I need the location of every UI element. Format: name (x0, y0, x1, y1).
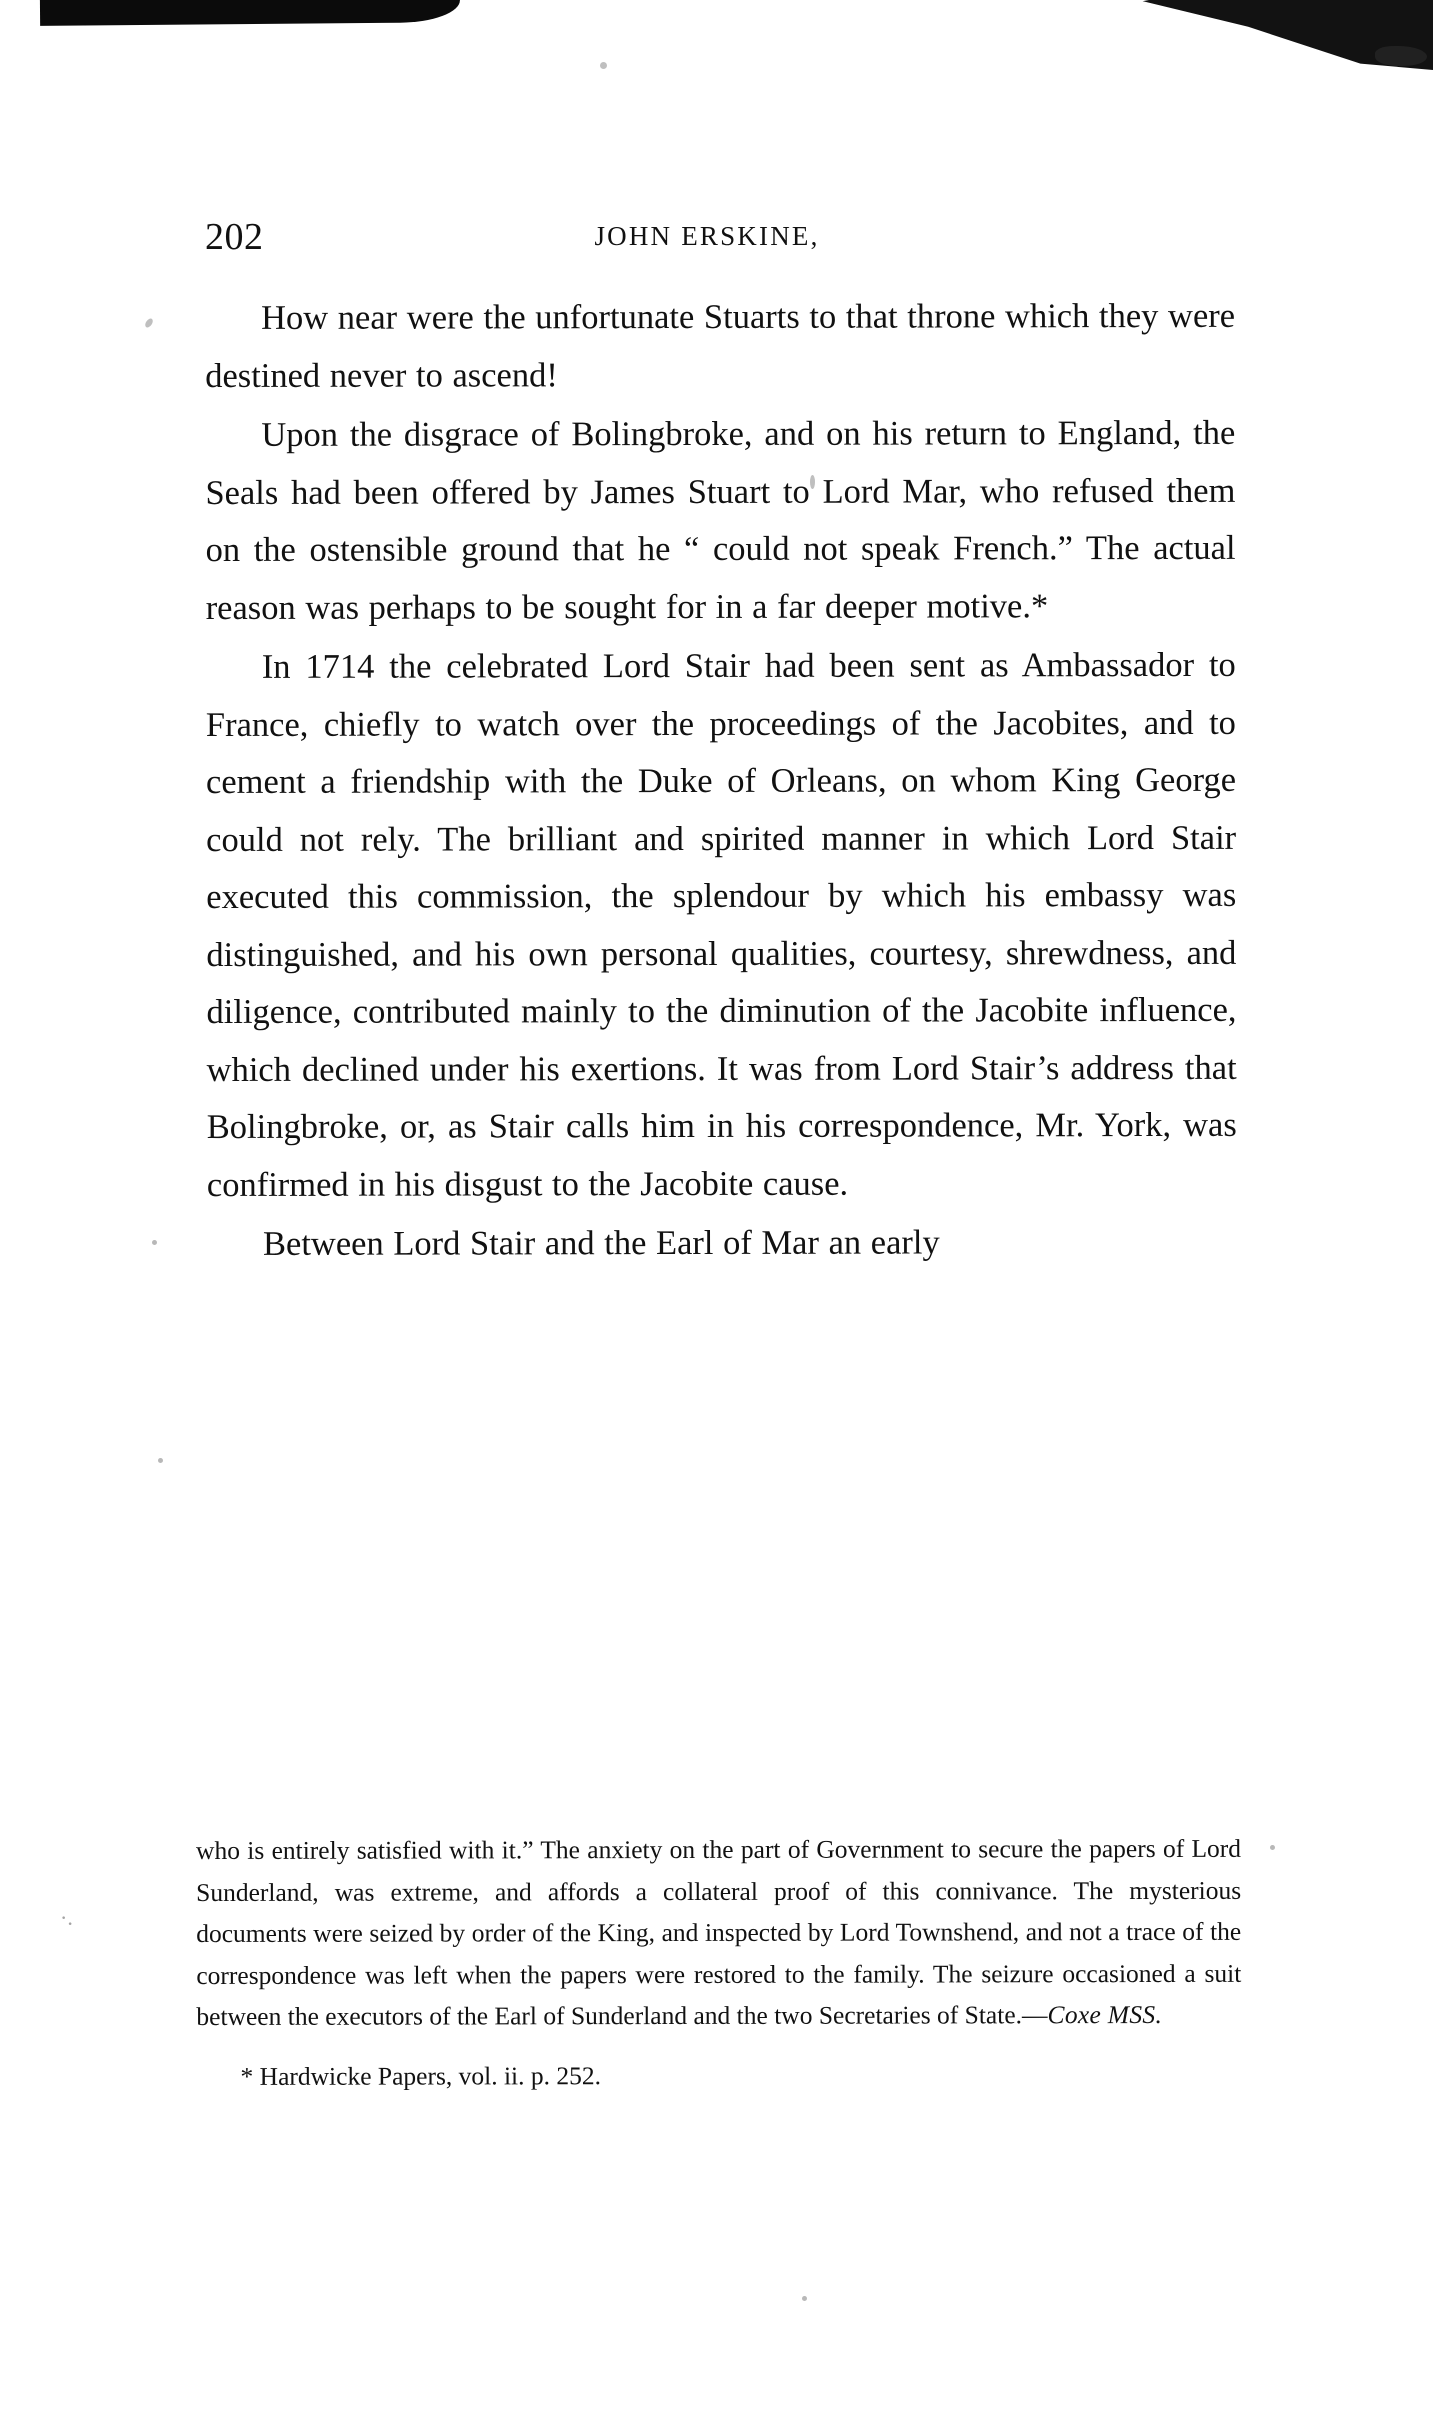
page-number: 202 (205, 216, 264, 258)
footnote-area (196, 1828, 1242, 2097)
footnote-continued (196, 1828, 1241, 2038)
paragraph: Upon the disgrace of Bolingbroke, and on his return to England, the Seals had been offered by James Stuart to Lord Mar, who refused them on the ostensible ground that he “ could not speak French.” The actual reason was perhaps to be sought for in a far deeper motive.* (205, 413, 1236, 627)
paragraph: How near were the unfortunate Stuarts to that throne which they were destined never to ascend! (205, 296, 1236, 395)
paragraph: In 1714 the celebrated Lord Stair had been sent as Ambassador to France, chiefly to watch over the proceedings of the Jacobites, and to cement a friendship with the Duke of Orleans, on whom King George could not rely. The brilliant and spirited manner in which Lord Stair executed this commission, the splendour by which his embassy was distinguished, and his own personal qualities, courtesy, shrewdness, and diligence, contributed mainly to the diminution of the Jacobite influence, which declined under his exertions. It was from Lord Stair’s address that Bolingbroke, or, as Stair calls him in his correspondence, Mr. York, was confirmed in his disgust to the Jacobite cause. (205, 645, 1237, 1204)
margin-speck (802, 2296, 807, 2301)
body-text-column (205, 288, 1237, 1274)
footnote-starred: * Hardwicke Papers, vol. ii. p. 252. (240, 2060, 602, 2091)
margin-speck (152, 1240, 157, 1245)
footnote-source: Coxe MSS. (1047, 1999, 1163, 2030)
paragraph: Between Lord Stair and the Earl of Mar an early (262, 1223, 940, 1263)
page-header (205, 215, 1245, 259)
margin-speck (158, 1458, 163, 1463)
margin-speck (1270, 1845, 1275, 1850)
running-title: JOHN ERSKINE, (594, 221, 820, 251)
margin-mark: ·. (60, 1905, 73, 1930)
footnote-continued-text: who is entirely satisfied with it.” The anxiety on the part of Government to secure the papers of Lord Sunderland, was extreme, and affords a collateral proof of this connivance. The mysterious documents were seized by order of the King, and inspected by Lord Townshend, and not a trace of the correspondence was left when the papers were restored to the family. The seizure occasioned a suit between the executors of the Earl of Sunderland and the two Secretaries of State.— (196, 1833, 1242, 2031)
